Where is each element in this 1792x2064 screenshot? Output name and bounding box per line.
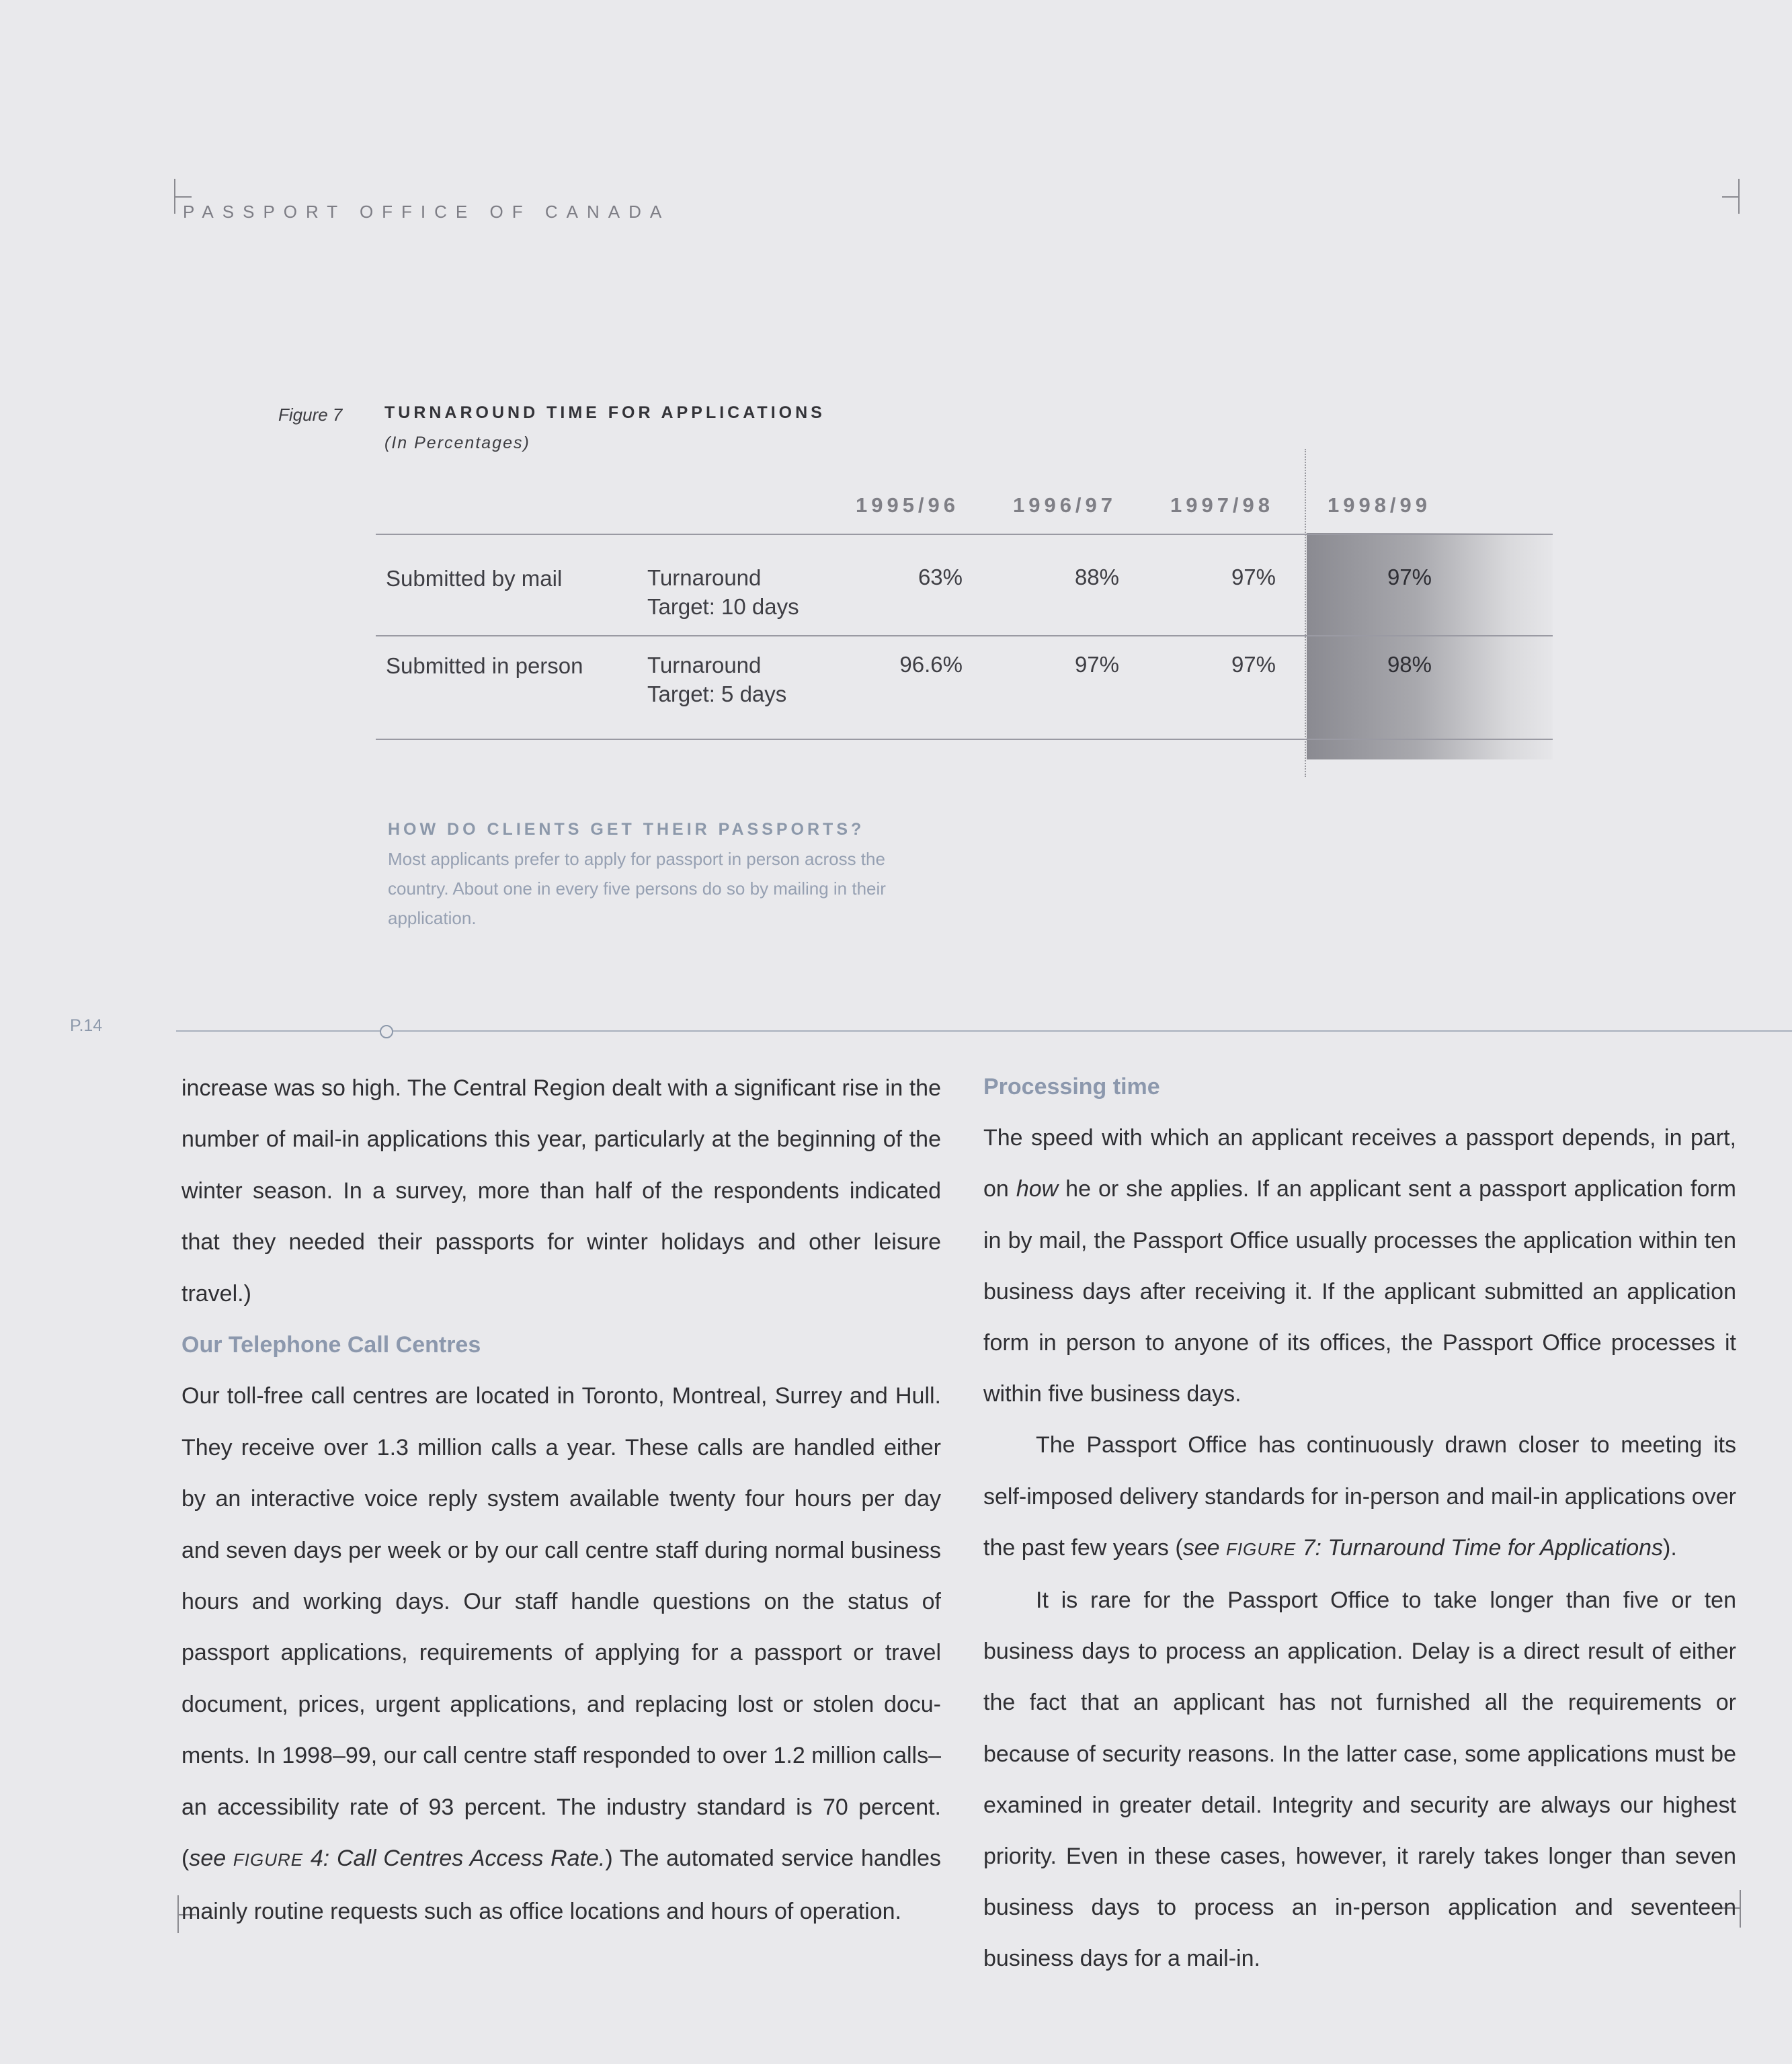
crop-mark-top-left	[174, 196, 192, 198]
value-cell: 88%	[1074, 565, 1119, 589]
table-rule	[376, 635, 1553, 636]
column-header-1995: 1995/96	[855, 493, 960, 517]
body-paragraph: Our toll-free call centres are located in Toronto, Montreal, Surrey and Hull. They receive over 1.3 million calls a year. These calls are handled either by an interactive voice reply system available twenty four hours per day and seven days per week or by our call centre staff during normal business hours and working days. Our staff handle questions on the status of passport applications, requirements of applying for a passport or travel document, prices, urgent applications, and replacing lost or stolen docu-ments. In 1998–99, our call centre staff responded to over 1.2 million calls–an accessibility rate of 93 percent. The industry standard is 70 percent. (see FIGURE 4: Call Centres Access Rate.) The automated service handles mainly routine requests such as office locations and hours of operation.	[181, 1383, 942, 1924]
body-paragraph: The speed with which an applicant receives a passport depends, in part, on how he or she applies. If an applicant sent a passport application form in by mail, the Passport Office usually processes the application within ten business days after receiving it. If the applicant submitted an application form in person to anyone of its offices, the Passport Office processes it within five business days.	[983, 1125, 1737, 1407]
left-column	[181, 1063, 941, 1937]
row-target: Target: 5 days	[647, 682, 787, 706]
value-cell: 63%	[918, 565, 963, 589]
value-cell: 97%	[1074, 652, 1119, 677]
section-heading: Processing time	[983, 1074, 1160, 1100]
running-header: PASSPORT OFFICE OF CANADA	[183, 202, 671, 222]
value-cell: 97%	[1231, 652, 1276, 677]
value-cell-highlight: 97%	[1387, 565, 1432, 589]
column-header-1996: 1996/97	[1012, 493, 1117, 517]
figure-label: Figure 7	[278, 405, 343, 425]
note-body: Most applicants prefer to apply for passport in person across the country. About one in every five persons do so by mailing in their application.	[388, 849, 886, 928]
value-cell: 97%	[1231, 565, 1276, 589]
column-header-1997: 1997/98	[1170, 493, 1274, 517]
divider-circle-icon	[380, 1025, 393, 1038]
figure-title: TURNAROUND TIME FOR APPLICATIONS	[384, 403, 825, 422]
table-rule	[376, 534, 1553, 535]
value-cell-highlight: 98%	[1387, 652, 1432, 677]
page-number: P.14	[70, 1016, 103, 1035]
row-target: Turnaround	[647, 653, 762, 677]
row-target: Target: 10 days	[647, 594, 799, 619]
row-label: Submitted in person	[386, 653, 583, 678]
section-heading: Our Telephone Call Centres	[181, 1332, 481, 1358]
value-cell: 96.6%	[899, 652, 963, 677]
note-title: HOW DO CLIENTS GET THEIR PASSPORTS?	[388, 820, 865, 839]
right-column	[983, 1061, 1736, 1985]
body-paragraph: The Passport Office has continuously drawn closer to meeting its self-imposed delivery standards for in-person and mail-in applications over the past few years (see FIGURE 7: Turnaround Time for Applications).	[983, 1432, 1736, 1561]
crop-mark-top-right	[1722, 196, 1738, 198]
row-label: Submitted by mail	[386, 566, 563, 591]
body-paragraph: It is rare for the Passport Office to take longer than five or ten business days to process an application. Delay is a direct result of either the fact that an applicant has not furnished all the requirements or because of security reasons. In the latter case, some applications must be examined in greater detail. Integrity and security are always our highest priority. Even in these cases, however, it rarely takes longer than seven business days to process an in-person application and seventeen business days for a mail-in.	[983, 1587, 1736, 1972]
body-paragraph: increase was so high. The Central Region dealt with a significant rise in the number of mail-in applications this year, particularly at the beginning of the winter season. In a survey, more than half of the respondents indicated that they needed their passports for winter holidays and other leisure travel.)	[181, 1075, 941, 1307]
table-rule	[376, 739, 1553, 740]
row-target: Turnaround	[647, 565, 762, 590]
crop-mark-top-right	[1738, 179, 1740, 214]
figure-subtitle: (In Percentages)	[384, 434, 530, 452]
column-header-1998: 1998/99	[1327, 493, 1432, 517]
crop-mark-bottom-right	[1740, 1890, 1741, 1928]
section-divider	[176, 1030, 1792, 1032]
